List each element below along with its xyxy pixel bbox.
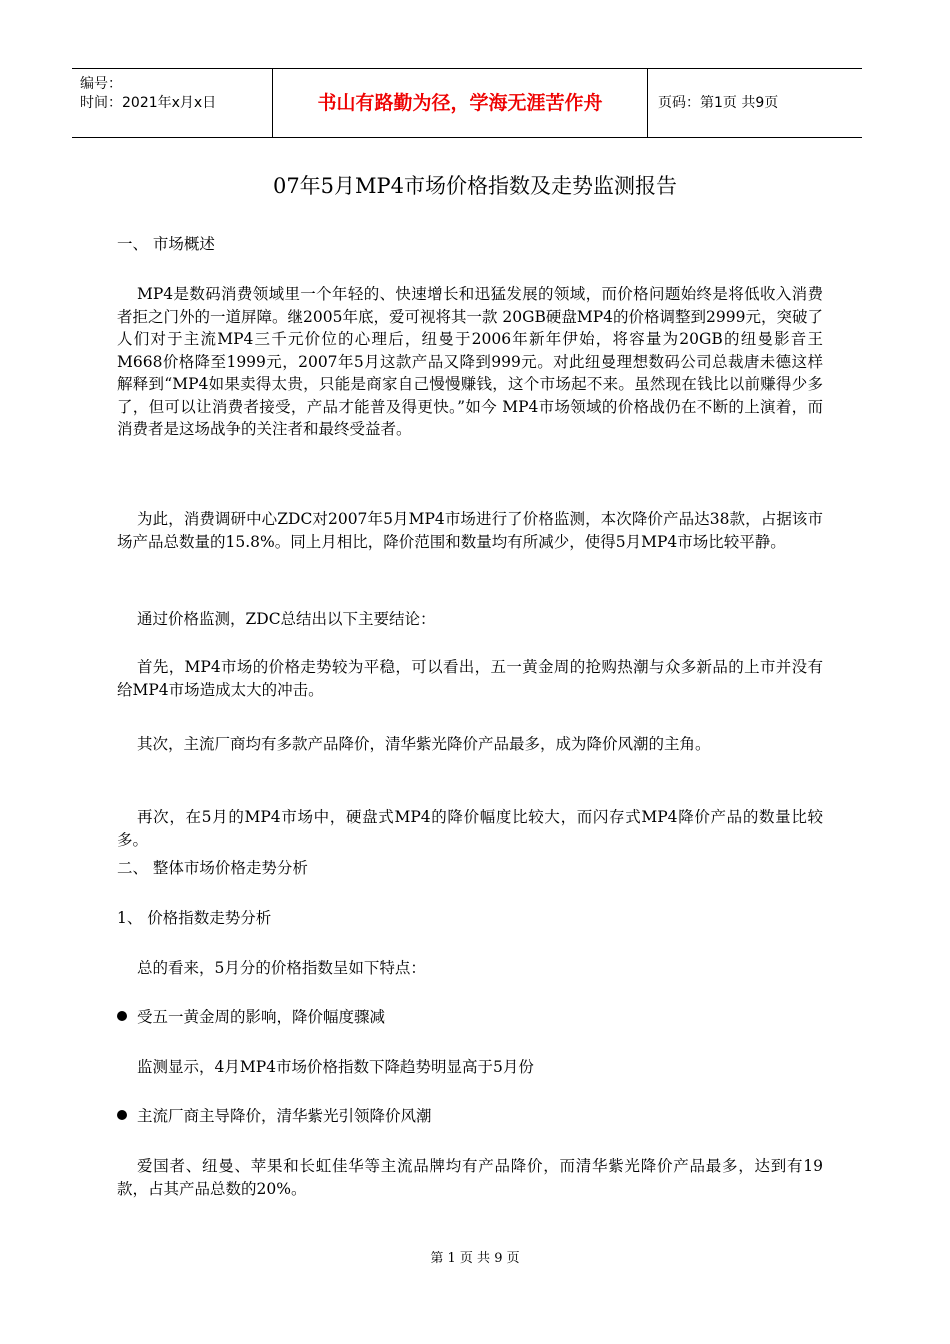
bullet-text: 主流厂商主导降价，清华紫光引领降价风潮 xyxy=(137,1107,432,1125)
document-header xyxy=(72,68,862,138)
header-meta-cell xyxy=(72,69,273,137)
paragraph-9: 爱国者、纽曼、苹果和长虹佳华等主流品牌均有产品降价，而清华紫光降价产品最多，达到有19款，占其产品总数的20%。 xyxy=(117,1157,823,1198)
page-title: 07年5月MP4市场价格指数及走势监测报告 xyxy=(272,174,678,198)
time-label: 时间：2021年x月x日 xyxy=(80,95,217,111)
header-motto: 书山有路勤为径，学海无涯苦作舟 xyxy=(273,69,648,137)
paragraph-7: 总的看来，5月分的价格指数呈如下特点： xyxy=(137,959,426,977)
bullet-dot-icon xyxy=(117,1110,127,1120)
paragraph-1: MP4是数码消费领域里一个年轻的、快速增长和迅猛发展的领域，而价格问题始终是将低收入消费者拒之门外的一道屏障。继2005年底，爱可视将其一款 20GB硬盘MP4的价格调整到2999元，突破了人们对于主流MP4三千元价位的心理后，纽曼于2006年新年伊始，将容量为20GB的纽曼影音王 M668价格降至1999元，2007年5月这款产品又降到999元。对此纽曼理想数码公司总裁唐未德这样解释到“MP4如果卖得太贵，只能是商家自己慢慢赚钱，这个市场起不来。虽然现在钱比以前赚得少多了，但可以让消费者接受，产品才能普及得更快。”如今 MP4市场领域的价格战仍在不断的上演着，而消费者是这场战争的关注者和最终受益者。 xyxy=(117,285,823,438)
section-heading-2: 二、 整体市场价格走势分析 xyxy=(117,859,308,877)
subsection-heading-1: 1、 价格指数走势分析 xyxy=(117,909,272,927)
page-footer: 第 1 页 共 9 页 xyxy=(430,1251,520,1266)
paragraph-3: 通过价格监测，ZDC总结出以下主要结论： xyxy=(137,610,436,628)
paragraph-6: 再次，在5月的MP4市场中，硬盘式MP4的降价幅度比较大，而闪存式MP4降价产品的数量比较多。 xyxy=(117,808,823,849)
bullet-text: 受五一黄金周的影响，降价幅度骤减 xyxy=(137,1008,386,1026)
bullet-item-2 xyxy=(117,1105,432,1128)
section-heading-1: 一、 市场概述 xyxy=(117,235,215,253)
paragraph-4: 首先，MP4市场的价格走势较为平稳，可以看出，五一黄金周的抢购热潮与众多新品的上市并没有给MP4市场造成太大的冲击。 xyxy=(117,658,823,699)
header-page-info: 页码：第1页 共9页 xyxy=(658,95,779,111)
number-label: 编号： xyxy=(80,76,122,92)
paragraph-8: 监测显示，4月MP4市场价格指数下降趋势明显高于5月份 xyxy=(137,1058,534,1076)
paragraph-5: 其次，主流厂商均有多款产品降价，清华紫光降价产品最多，成为降价风潮的主角。 xyxy=(137,735,711,753)
bullet-dot-icon xyxy=(117,1011,127,1021)
bullet-item-1 xyxy=(117,1006,385,1029)
paragraph-2: 为此，消费调研中心ZDC对2007年5月MP4市场进行了价格监测，本次降价产品达38款，占据该市场产品总数量的15.8%。同上月相比，降价范围和数量均有所减少，使得5月MP4市场比较平静。 xyxy=(117,510,823,551)
